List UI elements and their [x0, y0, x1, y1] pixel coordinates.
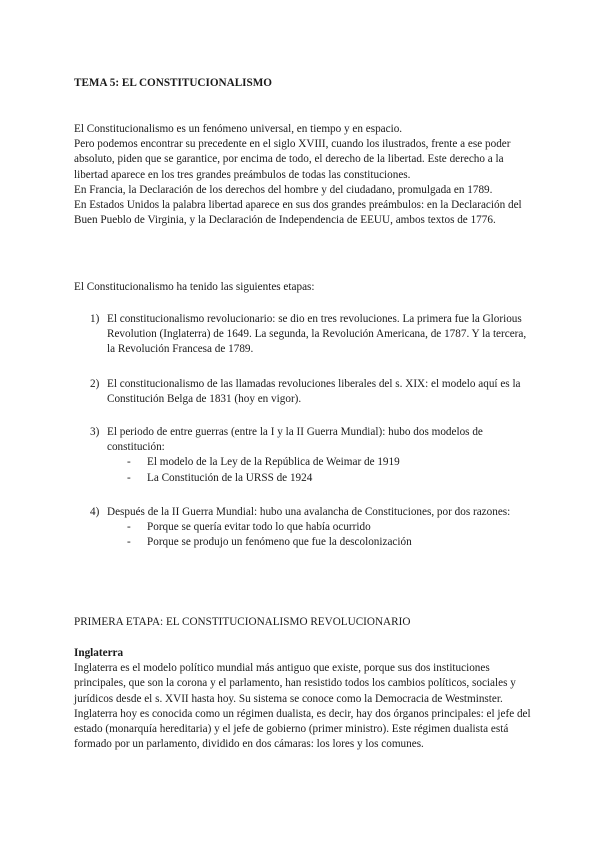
stages-intro: El Constitucionalismo ha tenido las siguientes etapas: — [74, 281, 315, 293]
list-item — [90, 312, 530, 358]
intro-paragraph: En Estados Unidos la palabra libertad aparece en sus dos grandes preámbulos: en la Declaración del Buen Pueblo de Virginia, y la Declaración de Independencia de EEUU, ambos textos de 1776. — [74, 199, 522, 227]
sub-list-text: Porque se produjo un fenómeno que fue la descolonización — [147, 536, 412, 549]
england-paragraph: Inglaterra es el modelo político mundial más antiguo que existe, porque sus dos instituciones principales, que son la corona y el parlamento, han resistido todos los cambios políticos, sociales y jurídicos desde el s. XVII hasta hoy. Su sistema se conoce como la Democracia de Westminster. — [74, 662, 516, 705]
sub-list-item — [127, 520, 530, 535]
intro-paragraph: El Constitucionalismo es un fenómeno universal, en tiempo y en espacio. — [74, 123, 403, 135]
list-number: 2) — [90, 378, 100, 390]
england-heading: Inglaterra — [74, 647, 124, 659]
list-item-text: El constitucionalismo de las llamadas revoluciones liberales del s. XIX: el modelo aquí es la Constitución Belga de 1831 (hoy en vigor). — [107, 378, 521, 406]
list-item — [90, 505, 530, 551]
page-title: TEMA 5: EL CONSTITUCIONALISMO — [74, 77, 272, 89]
sub-list-text: La Constitución de la URSS de 1924 — [147, 471, 313, 484]
sub-list-text: El modelo de la Ley de la República de Weimar de 1919 — [147, 456, 400, 469]
sub-list-item — [127, 471, 530, 486]
section-title: PRIMERA ETAPA: EL CONSTITUCIONALISMO REVOLUCIONARIO — [74, 616, 411, 628]
sub-list-text: Porque se quería evitar todo lo que había ocurrido — [147, 521, 371, 534]
england-paragraph: Inglaterra hoy es conocida como un régimen dualista, es decir, hay dos órganos principales: el jefe del estado (monarquía hereditaria) y el jefe de gobierno (primer ministro). Este régimen dualista está formado por un parlamento, dividido en dos cámaras: los lores y los comunes. — [74, 707, 531, 751]
intro-section — [74, 122, 534, 228]
england-section — [74, 646, 534, 752]
list-number: 3) — [90, 426, 100, 438]
list-item-text: Después de la II Guerra Mundial: hubo una avalancha de Constituciones, por dos razones: — [107, 506, 511, 518]
list-item-text: El periodo de entre guerras (entre la I y la II Guerra Mundial): hubo dos modelos de constitución: — [107, 426, 483, 454]
list-item — [90, 425, 530, 486]
sub-list-item — [127, 535, 530, 550]
list-number: 4) — [90, 506, 100, 518]
intro-paragraph: Pero podemos encontrar su precedente en el siglo XVIII, cuando los ilustrados, frente a ese poder absoluto, piden que se garantice, por encima de todo, el derecho de la libertad. Este derecho a la libertad aparece en los tres grandes preámbulos de todas las constituciones. — [74, 138, 511, 181]
list-item-text: El constitucionalismo revolucionario: se dio en tres revoluciones. La primera fue la Glorious Revolution (Inglaterra) de 1649. La segunda, la Revolución Americana, de 1787. Y la tercera, la Revolución Francesa de 1789. — [107, 313, 527, 356]
dash-bullet: - — [127, 521, 131, 534]
dash-bullet: - — [127, 456, 131, 469]
dash-bullet: - — [127, 471, 131, 484]
sub-list-item — [127, 455, 530, 470]
dash-bullet: - — [127, 536, 131, 549]
intro-paragraph: En Francia, la Declaración de los derechos del hombre y del ciudadano, promulgada en 1789. — [74, 183, 493, 196]
list-number: 1) — [90, 313, 100, 325]
list-item — [90, 377, 530, 407]
